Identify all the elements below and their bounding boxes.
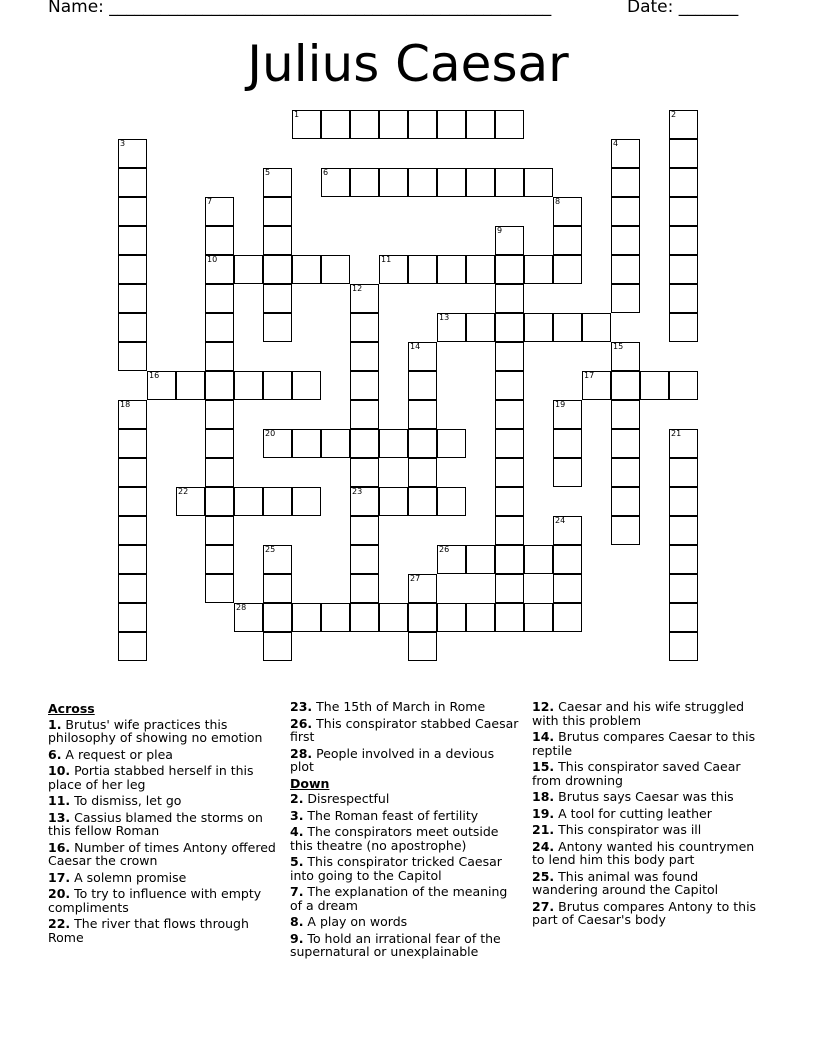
grid-cell[interactable] — [669, 197, 698, 226]
grid-cell[interactable] — [205, 516, 234, 545]
grid-cell[interactable] — [611, 400, 640, 429]
cell-number: 3 — [120, 139, 126, 148]
cell-number: 2 — [671, 110, 677, 119]
cell-number: 27 — [410, 574, 421, 583]
grid-cell[interactable] — [118, 284, 147, 313]
grid-cell[interactable] — [640, 371, 669, 400]
grid-cell[interactable] — [611, 168, 640, 197]
clue-number: 27. — [532, 898, 555, 914]
clue-text: This animal was found wandering around the Capitol — [532, 868, 719, 897]
grid-cell[interactable] — [118, 400, 147, 429]
grid-cell[interactable] — [437, 487, 466, 516]
cell-number: 17 — [584, 371, 595, 380]
grid-cell[interactable] — [611, 255, 640, 284]
grid-cell[interactable] — [669, 516, 698, 545]
grid-cell[interactable] — [495, 458, 524, 487]
clue-number: 8. — [290, 914, 304, 929]
grid-cell[interactable] — [205, 371, 234, 400]
grid-cell[interactable] — [350, 458, 379, 487]
grid-cell[interactable] — [408, 400, 437, 429]
grid-cell[interactable] — [118, 429, 147, 458]
clue-number: 6. — [48, 746, 62, 762]
clue-text: Caesar and his wife struggled with this problem — [532, 699, 745, 728]
clue-text: Brutus' wife practices this philosophy of showing no emotion — [48, 716, 263, 745]
grid-cell[interactable] — [408, 371, 437, 400]
grid-cell[interactable] — [495, 487, 524, 516]
grid-cell[interactable] — [408, 429, 437, 458]
grid-cell[interactable] — [263, 284, 292, 313]
clue-column-1 — [48, 700, 278, 947]
grid-cell[interactable] — [553, 226, 582, 255]
clue-number: 19. — [532, 805, 555, 821]
grid-cell[interactable] — [611, 516, 640, 545]
grid-cell[interactable] — [495, 110, 524, 139]
clue-text: A play on words — [303, 914, 408, 929]
cell-number: 19 — [555, 400, 566, 409]
clue-text: This conspirator stabbed Caesar first — [290, 715, 519, 744]
cell-number: 28 — [236, 603, 247, 612]
grid-cell[interactable] — [147, 371, 176, 400]
grid-cell[interactable] — [263, 255, 292, 284]
grid-cell[interactable] — [611, 197, 640, 226]
clue-column-3 — [532, 700, 768, 930]
cell-number: 18 — [120, 400, 131, 409]
across-heading: Across — [48, 701, 95, 716]
clue-number: 13. — [48, 809, 71, 825]
cell-number: 24 — [555, 516, 566, 525]
clue-number: 11. — [48, 793, 71, 808]
grid-cell[interactable] — [118, 139, 147, 168]
clue-item — [290, 747, 522, 774]
grid-cell[interactable] — [321, 429, 350, 458]
cell-number: 21 — [671, 429, 682, 438]
clue-number: 22. — [48, 916, 71, 931]
clue-number: 12. — [532, 699, 555, 714]
grid-cell[interactable] — [437, 168, 466, 197]
clue-number: 10. — [48, 763, 71, 778]
grid-cell[interactable] — [379, 603, 408, 632]
clue-number: 17. — [48, 869, 71, 885]
grid-cell[interactable] — [582, 371, 611, 400]
grid-cell[interactable] — [466, 313, 495, 342]
grid-cell[interactable] — [408, 168, 437, 197]
grid-cell[interactable] — [234, 603, 263, 632]
grid-cell[interactable] — [669, 487, 698, 516]
clue-text: A tool for cutting leather — [554, 805, 712, 821]
grid-cell[interactable] — [118, 197, 147, 226]
grid-cell[interactable] — [669, 284, 698, 313]
grid-cell[interactable] — [408, 574, 437, 603]
clue-number: 7. — [290, 884, 304, 899]
grid-cell[interactable] — [292, 603, 321, 632]
grid-cell[interactable] — [118, 603, 147, 632]
clue-item — [532, 807, 768, 821]
grid-cell[interactable] — [437, 603, 466, 632]
grid-cell[interactable] — [524, 545, 553, 574]
grid-cell[interactable] — [495, 226, 524, 255]
grid-cell[interactable] — [437, 255, 466, 284]
cell-number: 25 — [265, 545, 276, 554]
grid-cell[interactable] — [205, 574, 234, 603]
grid-cell[interactable] — [292, 110, 321, 139]
grid-cell[interactable] — [263, 574, 292, 603]
grid-cell[interactable] — [524, 603, 553, 632]
grid-cell[interactable] — [466, 168, 495, 197]
grid-cell[interactable] — [205, 342, 234, 371]
grid-cell[interactable] — [408, 603, 437, 632]
clue-number: 3. — [290, 807, 304, 823]
clue-number: 20. — [48, 886, 71, 901]
grid-cell[interactable] — [350, 545, 379, 574]
grid-cell[interactable] — [321, 255, 350, 284]
clue-number: 24. — [532, 838, 555, 854]
grid-cell[interactable] — [118, 255, 147, 284]
grid-cell[interactable] — [466, 110, 495, 139]
grid-cell[interactable] — [263, 371, 292, 400]
cell-number: 22 — [178, 487, 189, 496]
clue-text: Antony wanted his countrymen to lend him this body part — [532, 838, 755, 867]
clue-list-across-1 — [48, 718, 278, 945]
grid-cell[interactable] — [553, 197, 582, 226]
clue-item — [48, 748, 278, 762]
grid-cell[interactable] — [437, 545, 466, 574]
grid-cell[interactable] — [669, 429, 698, 458]
clue-item — [290, 717, 522, 744]
grid-cell[interactable] — [553, 429, 582, 458]
grid-cell[interactable] — [205, 197, 234, 226]
cell-number: 14 — [410, 342, 421, 351]
grid-cell[interactable] — [669, 545, 698, 574]
clue-text: The 15th of March in Rome — [312, 699, 486, 714]
cell-number: 9 — [497, 226, 503, 235]
grid-cell[interactable] — [292, 429, 321, 458]
clue-item — [532, 730, 768, 757]
clue-text: Disrespectful — [303, 791, 390, 806]
grid-cell[interactable] — [263, 632, 292, 661]
cell-number: 13 — [439, 313, 450, 322]
grid-cell[interactable] — [118, 226, 147, 255]
grid-cell[interactable] — [437, 429, 466, 458]
clue-text: The conspirators meet outside this theatre (no apostrophe) — [290, 824, 499, 853]
grid-cell[interactable] — [524, 168, 553, 197]
clue-number: 4. — [290, 824, 304, 839]
grid-cell[interactable] — [350, 574, 379, 603]
clue-text: To dismiss, let go — [70, 793, 182, 808]
cell-number: 23 — [352, 487, 363, 496]
clue-number: 28. — [290, 745, 313, 761]
grid-cell[interactable] — [495, 371, 524, 400]
grid-cell[interactable] — [379, 487, 408, 516]
clue-number: 18. — [532, 789, 555, 804]
grid-cell[interactable] — [408, 255, 437, 284]
grid-cell[interactable] — [553, 400, 582, 429]
grid-cell[interactable] — [118, 574, 147, 603]
grid-cell[interactable] — [582, 313, 611, 342]
clue-item — [532, 790, 768, 804]
grid-cell[interactable] — [205, 226, 234, 255]
clue-item — [48, 887, 278, 914]
grid-cell[interactable] — [263, 487, 292, 516]
grid-cell[interactable] — [379, 168, 408, 197]
cell-number: 10 — [207, 255, 218, 264]
clue-text: Number of times Antony offered Caesar the crown — [48, 839, 276, 868]
grid-cell[interactable] — [118, 342, 147, 371]
clue-text: To hold an irrational fear of the supernatural or unexplainable — [290, 930, 501, 959]
clue-item — [48, 764, 278, 791]
grid-cell[interactable] — [495, 400, 524, 429]
grid-cell[interactable] — [321, 110, 350, 139]
clue-item — [290, 700, 522, 714]
grid-cell[interactable] — [495, 574, 524, 603]
grid-cell[interactable] — [669, 603, 698, 632]
grid-cell[interactable] — [466, 603, 495, 632]
grid-cell[interactable] — [669, 458, 698, 487]
grid-cell[interactable] — [234, 255, 263, 284]
clue-item — [290, 792, 522, 806]
clue-item — [290, 855, 522, 882]
clue-list-down-2 — [532, 700, 768, 927]
clue-number: 23. — [290, 699, 313, 714]
grid-cell[interactable] — [350, 400, 379, 429]
grid-cell[interactable] — [495, 255, 524, 284]
grid-cell[interactable] — [553, 313, 582, 342]
grid-cell[interactable] — [553, 603, 582, 632]
grid-cell[interactable] — [524, 255, 553, 284]
cell-number: 6 — [323, 168, 329, 177]
grid-cell[interactable] — [205, 284, 234, 313]
grid-cell[interactable] — [205, 458, 234, 487]
name-field-label: Name: ____________________________________________________ — [48, 0, 552, 17]
grid-cell[interactable] — [263, 168, 292, 197]
clue-number: 21. — [532, 822, 555, 837]
grid-cell[interactable] — [379, 110, 408, 139]
grid-cell[interactable] — [118, 632, 147, 661]
grid-cell[interactable] — [553, 458, 582, 487]
clue-text: To try to influence with empty compliments — [48, 886, 262, 915]
clue-text: Cassius blamed the storms on this fellow Roman — [48, 809, 263, 838]
grid-cell[interactable] — [437, 313, 466, 342]
clue-text: Brutus says Caesar was this — [554, 789, 734, 804]
clue-number: 25. — [532, 868, 555, 884]
cell-number: 8 — [555, 197, 561, 206]
grid-cell[interactable] — [466, 545, 495, 574]
grid-cell[interactable] — [350, 487, 379, 516]
grid-cell[interactable] — [205, 545, 234, 574]
grid-cell[interactable] — [263, 603, 292, 632]
grid-cell[interactable] — [118, 458, 147, 487]
grid-cell[interactable] — [176, 487, 205, 516]
grid-cell[interactable] — [611, 139, 640, 168]
grid-cell[interactable] — [292, 255, 321, 284]
down-heading: Down — [290, 775, 330, 791]
clue-list-down-1 — [290, 792, 522, 959]
clue-item — [48, 841, 278, 868]
grid-cell[interactable] — [263, 226, 292, 255]
grid-cell[interactable] — [118, 168, 147, 197]
grid-cell[interactable] — [350, 342, 379, 371]
clue-text: People involved in a devious plot — [290, 745, 495, 774]
grid-cell[interactable] — [408, 342, 437, 371]
grid-cell[interactable] — [495, 168, 524, 197]
grid-cell[interactable] — [669, 371, 698, 400]
clue-item — [532, 823, 768, 837]
grid-cell[interactable] — [205, 400, 234, 429]
grid-cell[interactable] — [495, 342, 524, 371]
clue-item — [532, 900, 768, 927]
clue-text: This conspirator saved Caear from drowning — [532, 759, 741, 788]
grid-cell[interactable] — [408, 487, 437, 516]
grid-cell[interactable] — [466, 255, 495, 284]
clue-item — [532, 840, 768, 867]
clue-text: Portia stabbed herself in this place of her leg — [48, 763, 254, 792]
grid-cell[interactable] — [205, 429, 234, 458]
grid-cell[interactable] — [350, 313, 379, 342]
grid-cell[interactable] — [205, 255, 234, 284]
grid-cell[interactable] — [553, 545, 582, 574]
grid-cell[interactable] — [669, 255, 698, 284]
cell-number: 20 — [265, 429, 276, 438]
clue-item — [532, 760, 768, 787]
cell-number: 12 — [352, 284, 363, 293]
grid-cell[interactable] — [234, 371, 263, 400]
clue-item — [48, 794, 278, 808]
grid-cell[interactable] — [263, 197, 292, 226]
grid-cell[interactable] — [118, 313, 147, 342]
clue-item — [48, 811, 278, 838]
grid-cell[interactable] — [176, 371, 205, 400]
grid-cell[interactable] — [437, 110, 466, 139]
clue-text: A request or plea — [61, 746, 173, 762]
date-field-label: Date: _______ — [627, 0, 739, 17]
grid-cell[interactable] — [669, 632, 698, 661]
clue-item — [532, 700, 768, 727]
page-title: Julius Caesar — [247, 35, 569, 93]
clue-number: 9. — [290, 930, 304, 946]
clue-item — [48, 871, 278, 885]
cell-number: 26 — [439, 545, 450, 554]
grid-cell[interactable] — [524, 313, 553, 342]
grid-cell[interactable] — [205, 487, 234, 516]
grid-cell[interactable] — [350, 284, 379, 313]
grid-cell[interactable] — [611, 371, 640, 400]
clue-list-across-2 — [290, 700, 522, 774]
grid-cell[interactable] — [553, 516, 582, 545]
grid-cell[interactable] — [292, 487, 321, 516]
clue-text: Brutus compares Antony to this part of Caesar's body — [532, 898, 757, 927]
clue-text: A solemn promise — [70, 869, 187, 885]
grid-cell[interactable] — [611, 458, 640, 487]
clue-text: This conspirator tricked Caesar into going to the Capitol — [290, 854, 502, 883]
grid-cell[interactable] — [495, 516, 524, 545]
clue-column-2 — [290, 700, 522, 962]
grid-cell[interactable] — [669, 139, 698, 168]
grid-cell[interactable] — [495, 545, 524, 574]
grid-cell[interactable] — [118, 545, 147, 574]
clue-number: 5. — [290, 854, 304, 869]
clue-text: The explanation of the meaning of a dream — [290, 884, 508, 913]
grid-cell[interactable] — [669, 110, 698, 139]
grid-cell[interactable] — [263, 545, 292, 574]
grid-cell[interactable] — [611, 342, 640, 371]
clue-item — [290, 932, 522, 959]
grid-cell[interactable] — [263, 429, 292, 458]
grid-cell[interactable] — [350, 168, 379, 197]
cell-number: 7 — [207, 197, 213, 206]
grid-cell[interactable] — [611, 487, 640, 516]
grid-cell[interactable] — [553, 255, 582, 284]
grid-cell[interactable] — [669, 313, 698, 342]
grid-cell[interactable] — [350, 110, 379, 139]
clue-number: 1. — [48, 716, 62, 732]
clue-item — [48, 718, 278, 745]
grid-cell[interactable] — [205, 313, 234, 342]
grid-cell[interactable] — [408, 110, 437, 139]
grid-cell[interactable] — [495, 313, 524, 342]
clue-text: This conspirator was ill — [554, 822, 702, 837]
cell-number: 5 — [265, 168, 271, 177]
grid-cell[interactable] — [350, 371, 379, 400]
grid-cell[interactable] — [379, 429, 408, 458]
grid-cell[interactable] — [350, 516, 379, 545]
grid-cell[interactable] — [118, 516, 147, 545]
clue-text: The Roman feast of fertility — [303, 807, 479, 823]
grid-cell[interactable] — [379, 255, 408, 284]
grid-cell[interactable] — [495, 429, 524, 458]
grid-cell[interactable] — [263, 313, 292, 342]
grid-cell[interactable] — [495, 603, 524, 632]
clue-number: 15. — [532, 759, 555, 774]
cell-number: 4 — [613, 139, 619, 148]
grid-cell[interactable] — [234, 487, 263, 516]
clue-text: The river that flows through Rome — [48, 916, 249, 945]
grid-cell[interactable] — [669, 226, 698, 255]
grid-cell[interactable] — [321, 603, 350, 632]
grid-cell[interactable] — [292, 371, 321, 400]
cell-number: 16 — [149, 371, 160, 380]
grid-cell[interactable] — [408, 458, 437, 487]
cell-number: 1 — [294, 110, 300, 119]
grid-cell[interactable] — [669, 168, 698, 197]
clue-item — [290, 825, 522, 852]
clue-item — [532, 870, 768, 897]
grid-cell[interactable] — [611, 284, 640, 313]
clue-item — [290, 915, 522, 929]
grid-cell[interactable] — [118, 487, 147, 516]
clue-number: 16. — [48, 839, 71, 855]
grid-cell[interactable] — [669, 574, 698, 603]
clue-item — [290, 885, 522, 912]
cell-number: 15 — [613, 342, 624, 351]
grid-cell[interactable] — [321, 168, 350, 197]
clue-number: 2. — [290, 791, 304, 806]
cell-number: 11 — [381, 255, 392, 264]
clue-text: Brutus compares Caesar to this reptile — [532, 729, 756, 758]
grid-cell[interactable] — [350, 603, 379, 632]
grid-cell[interactable] — [350, 429, 379, 458]
clue-number: 26. — [290, 715, 313, 731]
grid-cell[interactable] — [611, 226, 640, 255]
clue-number: 14. — [532, 729, 555, 744]
clue-item — [290, 809, 522, 823]
grid-cell[interactable] — [611, 429, 640, 458]
grid-cell[interactable] — [408, 632, 437, 661]
grid-cell[interactable] — [553, 574, 582, 603]
grid-cell[interactable] — [495, 284, 524, 313]
clue-item — [48, 917, 278, 944]
